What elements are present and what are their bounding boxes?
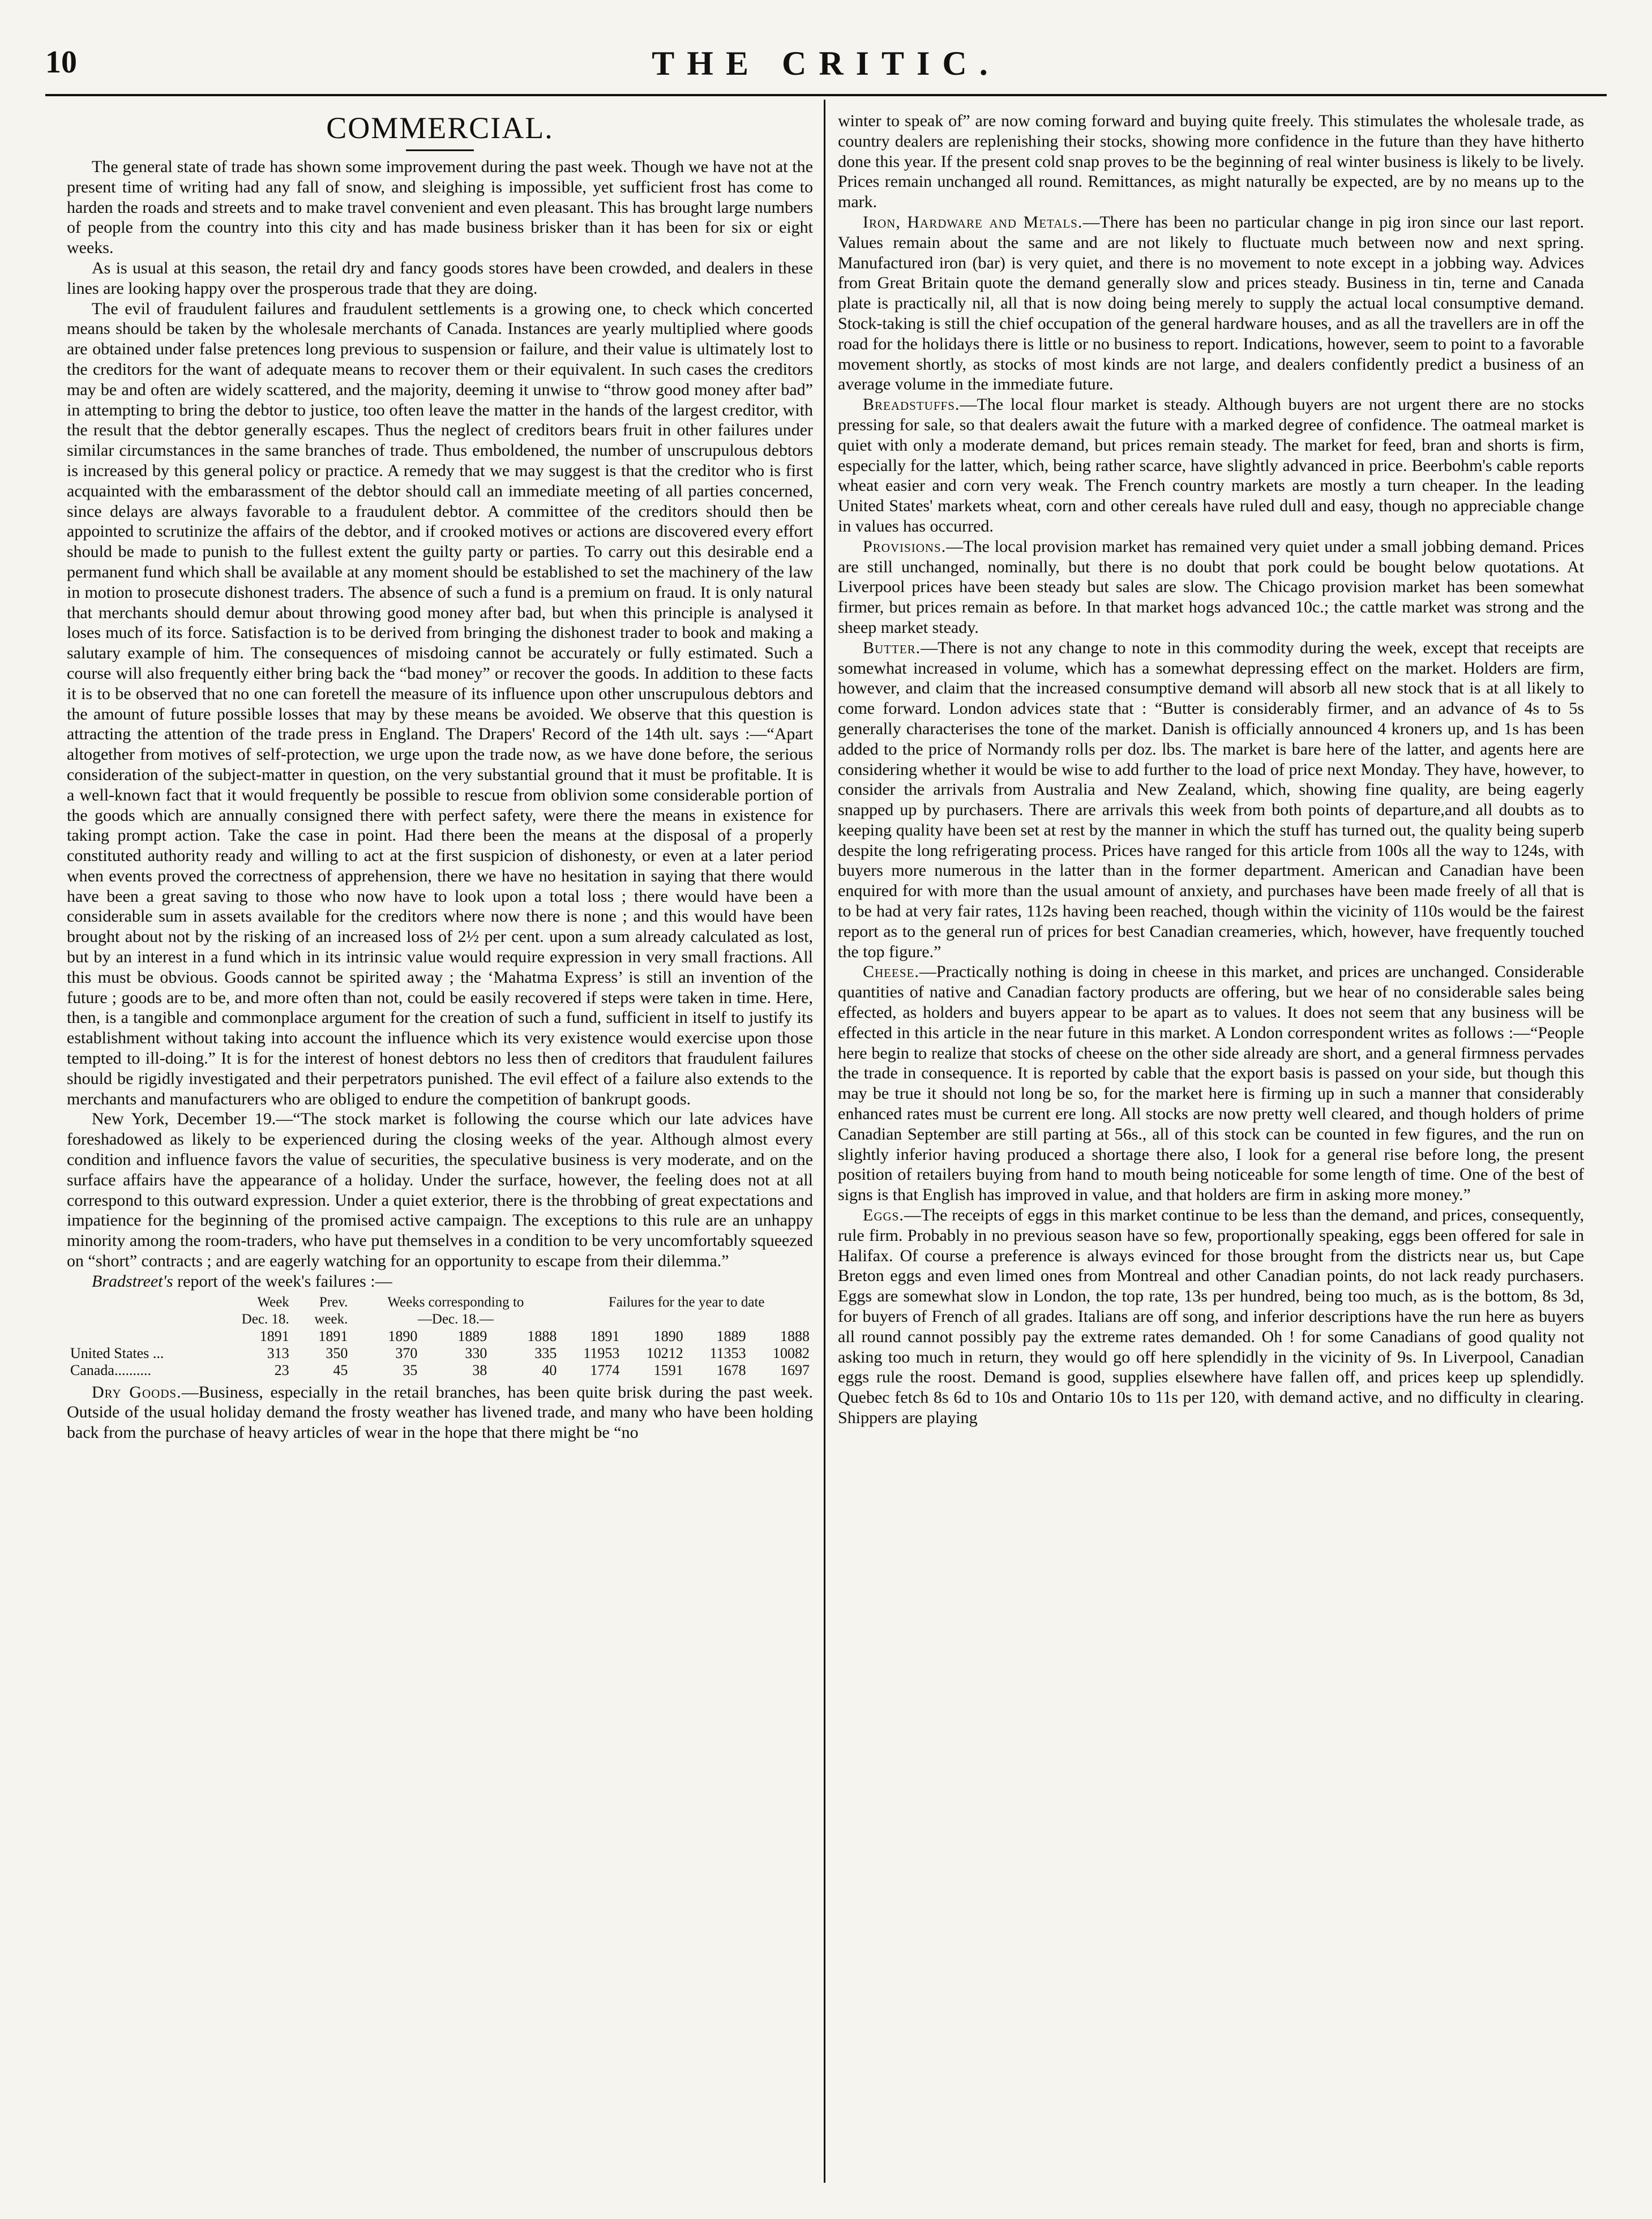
subheader-dec18-range: —Dec. 18.—: [417, 1311, 494, 1327]
year-cell: 1890: [388, 1327, 418, 1344]
subheader-dec18: Dec. 18.: [241, 1311, 289, 1327]
year-cell: 1891: [590, 1327, 620, 1344]
text-eggs: —The receipts of eggs in this market continue to be less than the demand, and prices, consequently, rule firm. Probably in no previous season have so few, proportionally speaking, eggs been offered for sale in Halifax. Of course a preference is always evinced for those brought from the districts near us, but Cape Breton eggs and even limed ones from Montreal and other Canadian points, do not lack ready purchasers. Eggs are somewhat slow in London, the top rate, 13s per hundred, being too much, as is the bottom, 8s 3d, for buyers of French of all grades. Italians are off song, and inferior descriptions have the run here as buyers all round cannot possibly pay the extreme rates demanded. Oh ! for some Canadians of good quality not asking too much in return, they would go off here splendidly in the vicinity of 9s. In Liverpool, Canadian eggs rule the roost. Demand is good, supplies elsewhere have fallen off, and prices keep up splendidly. Quebec fetch 8s 6d to 10s and Ontario 10s to 11s per 120, with demand active, and no difficulty in clearing. Shippers are playing: [838, 1206, 1584, 1427]
paragraph-trade-state: The general state of trade has shown some improvement during the past week. Though we have not at the present time of writing had any fall of snow, and sleighing is impossible, yet sufficient frost has come to harden the roads and streets and to make travel convenient and even pleasant. This has brought large numbers of people from the country into this city and has made business brisker than it has been for six or eight weeks.: [67, 157, 813, 258]
table-cell: 1678: [716, 1361, 746, 1378]
paragraph-retail: As is usual at this season, the retail dry and fancy goods stores have been crowded, and dealers in these lines are looking happy over the prosperous trade that they are doing.: [67, 258, 813, 298]
failures-intro: [67, 1271, 813, 1292]
table-row: [67, 1345, 813, 1362]
table-cell: 350: [326, 1344, 348, 1361]
row-label: United States ...: [70, 1344, 164, 1361]
table-cell: 45: [333, 1361, 348, 1378]
table-cell: 35: [403, 1361, 418, 1378]
paragraph-provisions: [838, 537, 1584, 638]
text-breadstuffs: —The local flour market is steady. Although buyers are not urgent there are no stocks pressing for sale, so that dealers await the future with a marked degree of confidence. The oatmeal market is quiet with only a moderate demand, but prices remain steady. The market for feed, bran and shorts is firm, especially for the latter, which, being rather scarce, have slightly advanced in price. Beerbohm's cable reports wheat easier and corn very weak. The French country markets are mostly a turn cheaper. In the leading United States' markets wheat, corn and other cereals have ruled dull and easy, though no appreciable change in values has occurred.: [838, 395, 1584, 536]
label-cheese: Cheese.: [863, 962, 919, 982]
year-cell: 1890: [653, 1327, 683, 1344]
failures-table: [67, 1294, 813, 1379]
table-cell: 38: [472, 1361, 487, 1378]
year-cell: 1889: [716, 1327, 746, 1344]
text-iron: —There has been no particular change in pig iron since our last report. Values remain about the same and are not likely to fluctuate much between now and next spring. Manufactured iron (bar) is very quiet, and there is no movement to note except in a jobbing way. Advices from Great Britain quote the demand generally slow and prices steady. Business in tin, terne and Canada plate is practically nil, all that is now doing being merely to supply the actual local consumptive demand. Stock-taking is still the chief occupation of the general hardware houses, and as all the travellers are in off the road for the holidays there is little or no business to report. Indications, however, seem to point to a favorable movement shortly, as stocks of most kinds are not large, and dealers confidently predict a business of an average volume in the immediate future.: [838, 212, 1584, 394]
table-row: [67, 1362, 813, 1379]
subheader-week: week.: [314, 1311, 348, 1327]
masthead: [45, 44, 1607, 84]
failures-sub-header-row: [67, 1311, 813, 1328]
paragraph-breadstuffs: [838, 395, 1584, 537]
table-cell: 1774: [590, 1361, 620, 1378]
header-failures-year: Failures for the year to date: [608, 1294, 765, 1310]
section-heading: COMMERCIAL.: [326, 111, 554, 145]
table-cell: 10212: [646, 1344, 683, 1361]
table-cell: 10082: [773, 1344, 810, 1361]
paragraph-iron: [838, 212, 1584, 395]
right-column: [838, 111, 1584, 1428]
text-butter: —There is not any change to note in this commodity during the week, except that receipts are somewhat increased in volume, which has a somewhat depressing effect on the market. Holders are firm, however, and claim that the increased consumptive demand will absorb all new stock that is at all likely to come forward. London advices state that : “Butter is considerably firmer, and an advance of 4s to 5s generally characterises the tone of the market. Danish is officially announced 4 kroners up, and 1s has been added to the price of Normandy rolls per doz. lbs. The market is bare here of the latter, and agents here are considering whether it would be wise to add further to the load of price next Monday. They have, however, to consider the arrivals from Australia and New Zealand, which, showing fine quality, are being eagerly snapped up by purchasers. There are arrivals this week from both points of departure,and all doubts as to keeping quality have been set at rest by the manner in which the stuff has turned out, the quality being superb despite the long refrigerating process. Prices have ranged for this article from 100s all the way to 124s, with buyers more numerous in the latter than in the former department. American and Canadian have been enquired for with more than the usual amount of anxiety, and purchases have been made freely of all that is to be had at very fair rates, 112s having been reached, though within the vicinity of 110s would be the fairest report as to the general run of prices for best Canadian creameries, which, however, have frequently touched the top figure.”: [838, 638, 1584, 961]
table-cell: 40: [542, 1361, 557, 1378]
year-cell: 1891: [259, 1327, 289, 1344]
year-cell: 1889: [457, 1327, 487, 1344]
table-cell: 1697: [780, 1361, 810, 1378]
left-column: [67, 111, 813, 1443]
column-divider: [824, 100, 825, 2183]
table-cell: 1591: [653, 1361, 683, 1378]
label-dry-goods: Dry Goods.: [92, 1382, 182, 1402]
label-eggs: Eggs.: [863, 1206, 904, 1225]
paragraph-cheese: [838, 962, 1584, 1205]
year-cell: 1888: [527, 1327, 557, 1344]
failures-years-row: [67, 1328, 813, 1345]
table-cell: 330: [465, 1344, 487, 1361]
header-week: Week: [257, 1294, 289, 1310]
label-provisions: Provisions.: [863, 537, 947, 556]
text-cheese: —Practically nothing is doing in cheese in this market, and prices are unchanged. Considerable quantities of native and Canadian factory products are offering, but we hear of no considerable sales being effected, as holders and buyers appear to be apart as to values. It does not seem that any business will be effected in this article in the near future in this market. A London correspondent writes as follows :—“People here begin to realize that stocks of cheese on the other side already are short, and a general firmness pervades the trade in consequence. It is reported by cable that the export basis is passed on your side, but though this may be true it should not long be so, for the market here is firming up in such a manner that considerably enhanced rates must be current ere long. All stocks are now pretty well cleared, and though holders of prime Canadian September are still parting at 56s., all of this stock can be counted in few figures, and the run on slightly inferior having produced a shortage there also, I look for a general rise before long, the present position of retailers buying from hand to mouth being noticeable for some length of time. One of the best of signs is that English has improved in value, and that holders are firm in asking more money.”: [838, 962, 1584, 1205]
paragraph-eggs: [838, 1205, 1584, 1428]
label-butter: Butter.: [863, 638, 921, 657]
failures-intro-text: report of the week's failures :—: [173, 1271, 392, 1291]
paragraph-new-york: New York, December 19.—“The stock market is following the course which our late advices have foreshadowed as likely to be experienced during the closing weeks of the year. Although almost every condition and influence favors the value of securities, the speculative business is very moderate, and on the surface affairs have the appearance of a holiday. Under the surface, however, the feeling does not at all correspond to this outward expression. Under a quiet exterior, there is the throbbing of great expectations and impatience for the beginning of the promised active campaign. The exceptions to this rule are an unhappy minority among the room-traders, who have put themselves in a condition to be very uncomfortably squeezed on “short” contracts ; and are eagerly watching for an opportunity to escape from their dilemma.”: [67, 1110, 813, 1271]
label-iron: Iron, Hardware and Metals.: [863, 212, 1083, 232]
paragraph-fraudulent-failures: The evil of fraudulent failures and fraudulent settlements is a growing one, to check which concerted means should be taken by the wholesale merchants of Canada. Instances are yearly multiplied where goods are obtained under false pretences long previous to suspension or failure, and their value is ultimately lost to the creditors for the want of adequate means to recover them or their equivalent. In such cases the creditors may be and often are widely scattered, and the majority, deeming it unwise to “throw good money after bad” in attempting to bring the debtor to justice, too often leave the matter in the hands of the largest creditor, with the result that the debtor generally escapes. Thus the neglect of creditors bears fruit in other failures under similar circumstances in the same branches of trade. Thus emboldened, the number of unscrupulous debtors is increased by this general policy or practice. A remedy that we may suggest is that the creditor who is first acquainted with the embarassment of the debtor should call an immediate meeting of all parties concerned, since delays are always favorable to a fraudulent debtor. A committee of the creditors should then be appointed to scrutinize the affairs of the debtor, and if crooked motives or actions are discovered every effort should be made to punish to the fullest extent the guilty party or parties. To carry out this desirable end a permanent fund which shall be available at any moment should be established to set the machinery of the law in motion to prosecute dishonest traders. The absence of such a fund is a premium on fraud. It is only natural that merchants should demur about throwing good money after bad, but when this principle is analysed it loses much of its force. Satisfaction is to be derived from bringing the dishonest trader to book and making a salutary example of him. The consequences of misdoing cannot be accurately or fully estimated. Such a course will also frequently either bring back the “bad money” or recover the goods. In addition to these facts it is to be observed that no one can foretell the measure of its influence upon other unscrupulous debtors and the amount of future possible losses that may by these means be avoided. We observe that this question is attracting the attention of the trade press in England. The Drapers' Record of the 14th ult. says :—“Apart altogether from motives of self-protection, we urge upon the trade now, as we have done before, the serious consideration of the subject-matter in question, on the very substantial ground that it must be profitable. It is a well-known fact that it would frequently be possible to rescue from oblivion some considerable portion of the goods which are annually consigned there with perfect safety, were there the means in existence for taking prompt action. Take the case in point. Had there been the means at the disposal of a properly constituted authority ready and willing to act at the first suspicion of dishonesty, or even at a later period when events proved the correctness of apprehension, there we have no hesitation in saying that there would have been a great saving to those who now have to look upon a total loss ; there would have been a considerable sum in assets available for the creditors where now there is none ; and this would have been brought about not by the risking of an increased loss of 2½ per cent. upon a sum already calculated as lost, but by an interest in a fund which in its intrinsic value would require expression in very small fractions. All this must be obvious. Goods cannot be spirited away ; the ‘Mahatma Express’ is still an invention of the future ; goods are to be, and more often than not, could be easily recovered if steps were taken in time. Here, then, is a tangible and commonplace argument for the creation of such a fund, sufficient in itself to justify its establishment without taking into account the influence which its very existence would exercise upon those tempted to ill-doing.” It is for the interest of honest debtors no less then of creditors that fraudulent failures should be rigidly investigated and their perpetrators punished. The evil effect of a failure also extends to the merchants and manufacturers who are obliged to endure the competition of bankrupt goods.: [67, 299, 813, 1108]
heading-rule: [406, 149, 474, 151]
year-cell: 1891: [318, 1327, 348, 1344]
header-weeks-corresponding: Weeks corresponding to: [387, 1294, 524, 1310]
table-cell: 23: [274, 1361, 289, 1378]
paragraph-butter: [838, 638, 1584, 962]
masthead-rule: [45, 94, 1607, 96]
failures-source: Bradstreet's: [92, 1271, 173, 1291]
masthead-title: THE CRITIC.: [652, 45, 1000, 82]
failures-group-header-row: [67, 1294, 813, 1311]
page-number: 10: [45, 45, 77, 80]
row-label: Canada..........: [70, 1361, 151, 1378]
text-provisions: —The local provision market has remained very quiet under a small jobbing demand. Prices are still unchanged, nominally, but there is no doubt that pork could be bought below quotations. At Liverpool prices have been steady but sales are slow. The Chicago provision market has been somewhat firmer, but prices remain as before. In that market hogs advanced 10c.; the cattle market was strong and the sheep market steady.: [838, 537, 1584, 637]
year-cell: 1888: [780, 1327, 810, 1344]
table-cell: 370: [395, 1344, 418, 1361]
table-cell: 313: [267, 1344, 289, 1361]
table-cell: 11353: [709, 1344, 746, 1361]
table-cell: 335: [534, 1344, 557, 1361]
label-breadstuffs: Breadstuffs.: [863, 395, 960, 414]
paragraph-continuation: winter to speak of” are now coming forward and buying quite freely. This stimulates the wholesale trade, as country dealers are replenishing their stocks, showing more confidence in the future than they have hitherto done this year. If the present cold snap proves to be the beginning of real winter business is likely to be lively. Prices remain unchanged all round. Remittances, as might naturally be expected, are by no means up to the mark.: [838, 112, 1584, 212]
header-prev: Prev.: [319, 1294, 348, 1310]
table-cell: 11953: [583, 1344, 620, 1361]
text-dry-goods: —Business, especially in the retail branches, has been quite brisk during the past week. Outside of the usual holiday demand the frosty weather has livened trade, and many who have been holding back from the purchase of heavy articles of wear in the hope that there might be “no: [67, 1382, 813, 1442]
paragraph-dry-goods: [67, 1382, 813, 1443]
